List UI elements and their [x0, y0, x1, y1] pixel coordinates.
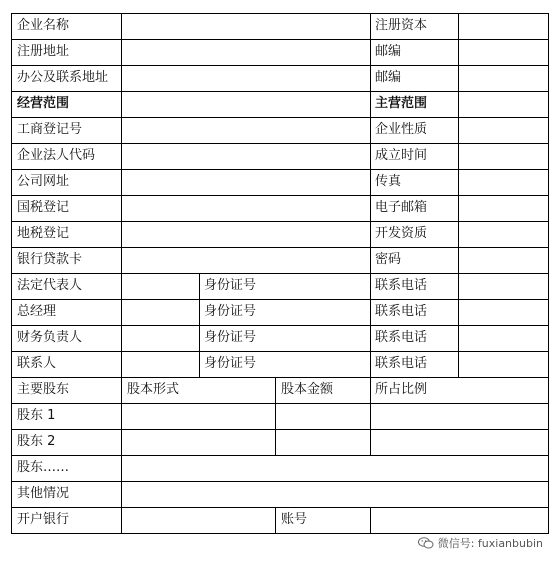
- label-postcode: 邮编: [375, 44, 402, 59]
- label-other-info: 其他情况: [17, 486, 70, 501]
- label-local-tax: 地税登记: [17, 226, 70, 241]
- grid-line: [11, 325, 549, 326]
- label-company-name: 企业名称: [17, 18, 70, 33]
- label-established-date: 成立时间: [375, 148, 428, 163]
- label-business-reg-no: 工商登记号: [17, 122, 83, 137]
- grid-line: [11, 195, 549, 196]
- grid-line: [11, 91, 549, 92]
- label-share-amount: 股本金额: [281, 382, 334, 397]
- grid-line: [370, 377, 371, 455]
- label-shareholder-more: 股东……: [17, 460, 70, 475]
- grid-line: [121, 13, 122, 534]
- label-company-type: 企业性质: [375, 122, 428, 137]
- grid-line: [11, 455, 549, 456]
- grid-line: [548, 13, 549, 534]
- label-postcode-2: 邮编: [375, 70, 402, 85]
- label-account: 账号: [281, 512, 308, 527]
- grid-line: [11, 169, 549, 170]
- grid-line: [11, 377, 549, 378]
- label-share-ratio: 所占比例: [375, 382, 428, 397]
- label-id-number: 身份证号: [204, 278, 257, 293]
- label-phone: 联系电话: [375, 356, 428, 371]
- grid-line: [11, 117, 549, 118]
- grid-line: [11, 351, 549, 352]
- label-shareholder-1: 股东 1: [17, 408, 56, 423]
- grid-line: [370, 507, 371, 533]
- grid-line: [11, 39, 549, 40]
- grid-line: [275, 507, 276, 533]
- watermark-text: 微信号: fuxianbubin: [437, 537, 543, 550]
- label-bank: 开户银行: [17, 512, 70, 527]
- grid-line: [199, 273, 200, 377]
- label-contact-person: 联系人: [17, 356, 57, 371]
- label-phone: 联系电话: [375, 304, 428, 319]
- grid-line: [11, 299, 549, 300]
- label-registered-capital: 注册资本: [375, 18, 428, 33]
- label-legal-entity-code: 企业法人代码: [17, 148, 96, 163]
- label-registered-address: 注册地址: [17, 44, 70, 59]
- label-national-tax: 国税登记: [17, 200, 70, 215]
- grid-line: [275, 377, 276, 455]
- label-shareholder-2: 股东 2: [17, 434, 56, 449]
- grid-line: [11, 247, 549, 248]
- grid-line: [11, 13, 549, 14]
- grid-line: [11, 481, 549, 482]
- grid-line: [458, 13, 459, 377]
- label-main-shareholders: 主要股东: [17, 382, 70, 397]
- label-general-manager: 总经理: [17, 304, 57, 319]
- grid-line: [11, 273, 549, 274]
- watermark: [418, 535, 543, 551]
- label-phone: 联系电话: [375, 278, 428, 293]
- grid-line: [11, 403, 549, 404]
- grid-line: [370, 13, 371, 377]
- label-password: 密码: [375, 252, 402, 267]
- grid-line: [11, 507, 549, 508]
- label-id-number: 身份证号: [204, 356, 257, 371]
- label-phone: 联系电话: [375, 330, 428, 345]
- wechat-icon: [418, 537, 434, 549]
- label-email: 电子邮箱: [375, 200, 428, 215]
- grid-line: [11, 533, 549, 534]
- label-dev-qualification: 开发资质: [375, 226, 428, 241]
- label-website: 公司网址: [17, 174, 70, 189]
- label-share-form: 股本形式: [127, 382, 180, 397]
- grid-line: [11, 13, 12, 534]
- grid-line: [11, 221, 549, 222]
- label-finance-head: 财务负责人: [17, 330, 83, 345]
- label-legal-rep: 法定代表人: [17, 278, 83, 293]
- label-id-number: 身份证号: [204, 330, 257, 345]
- label-fax: 传真: [375, 174, 402, 189]
- label-business-scope: 经营范围: [17, 96, 70, 111]
- label-main-business: 主营范围: [375, 96, 428, 111]
- company-info-form: [11, 13, 549, 533]
- label-office-address: 办公及联系地址: [17, 70, 109, 85]
- grid-line: [11, 429, 549, 430]
- label-loan-card: 银行贷款卡: [17, 252, 83, 267]
- label-id-number: 身份证号: [204, 304, 257, 319]
